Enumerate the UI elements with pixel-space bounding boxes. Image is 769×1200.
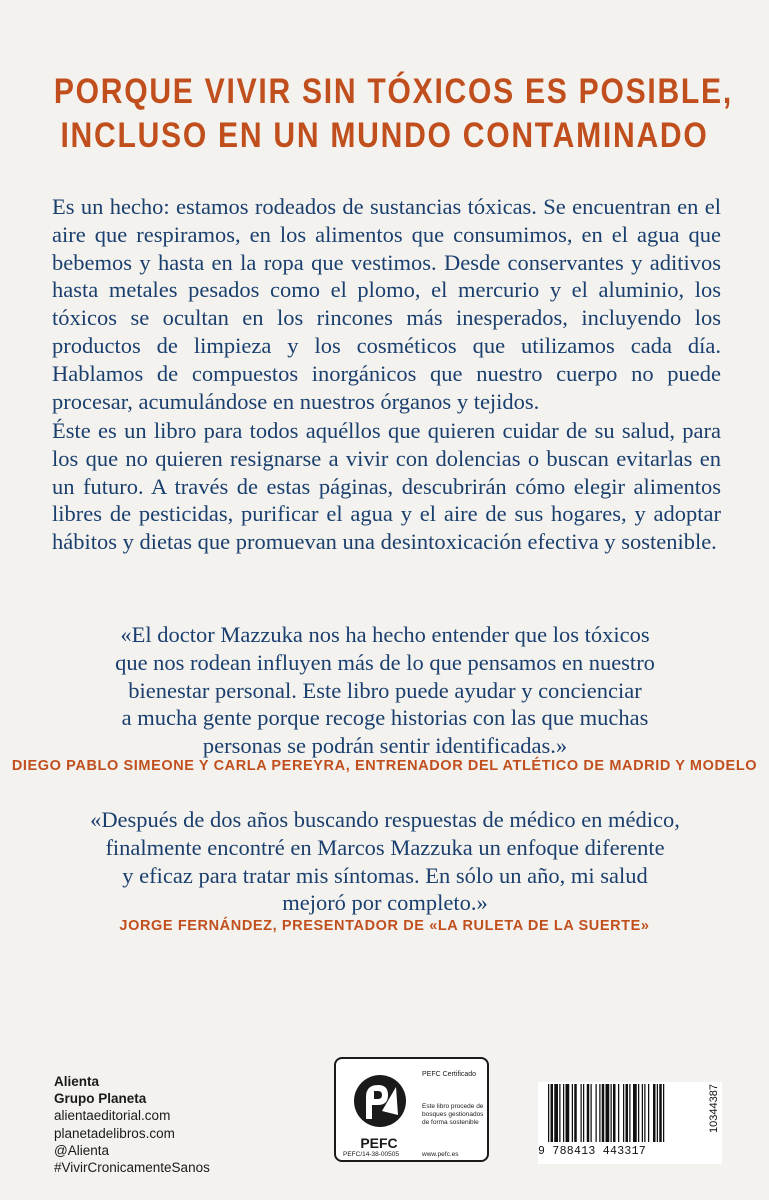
pefc-url: www.pefc.es <box>422 1151 459 1158</box>
publisher-website: alientaeditorial.com <box>54 1108 171 1124</box>
quote-line: mejoró por completo.» <box>282 890 488 916</box>
quote-attribution-2: JORGE FERNÁNDEZ, PRESENTADOR DE «LA RULETA DE LA SUERTE» <box>119 918 650 934</box>
pefc-certified-label: PEFC Certificado <box>422 1071 477 1078</box>
publisher-social-handle: @Alienta <box>54 1142 109 1158</box>
isbn-barcode <box>538 1082 722 1164</box>
barcode-bar <box>587 1084 590 1142</box>
barcode-bar <box>606 1084 610 1142</box>
blurb-quote-1 <box>60 621 710 760</box>
barcode-bar <box>648 1084 649 1142</box>
barcode-bar <box>613 1084 616 1142</box>
barcode-bar <box>659 1084 662 1142</box>
synopsis-paragraph-1: Es un hecho: estamos rodeados de sustancias tóxicas. Se encuentran en el aire que respiramos, en los alimentos que consumimos, en el agua que bebemos y hasta en la ropa que vestimos. Desde conservantes y aditivos hasta metales pesados como el plomo, el mercurio y el aluminio, los tóxicos se ocultan en los rincones más inesperados, incluyendo los productos de limpieza y los cosméticos que utilizamos cada día. Hablamos de compuestos inorgánicos que nuestro cuerpo no puede procesar, acumulándose en nuestros órganos y tejidos. <box>52 194 721 414</box>
barcode-bar <box>596 1084 597 1142</box>
barcode-bar <box>563 1084 564 1142</box>
barcode-bar <box>566 1084 570 1142</box>
barcode-bar <box>663 1084 664 1142</box>
barcode-bar <box>554 1084 558 1142</box>
publisher-group: Grupo Planeta <box>54 1091 147 1107</box>
publisher-info <box>54 1073 210 1176</box>
quote-attribution-1: DIEGO PABLO SIMEONE Y CARLA PEREYRA, ENTRENADOR DEL ATLÉTICO DE MADRID Y MODELO <box>11 758 758 774</box>
barcode-bar <box>591 1084 592 1142</box>
quote-line: bienestar personal. Este libro puede ayudar y concienciar <box>128 677 642 703</box>
barcode-bar <box>551 1084 554 1142</box>
barcode-bar <box>599 1084 600 1142</box>
publisher-website: planetadelibros.com <box>54 1125 175 1141</box>
blurb-quote-2 <box>60 806 710 917</box>
barcode-bar <box>574 1084 577 1142</box>
barcode-bar <box>581 1084 582 1142</box>
pefc-note: Este libro procede de bosques gestionados de forma sostenible <box>422 1103 484 1126</box>
pefc-logo-text: PEFC <box>360 1135 398 1151</box>
synopsis-paragraph-2: Éste es un libro para todos aquéllos que quieren cuidar de su salud, para los que no quieren resignarse a vivir con dolencias o buscan evitarlas en un futuro. A través de estas páginas, descubrirán cómo elegir alimentos libres de pesticidas, purificar el agua y el aire de sus hogares, y adoptar hábitos y dietas que promuevan una desintoxicación efectiva y sostenible. <box>52 418 721 555</box>
quote-line: que nos rodean influyen más de lo que pensamos en nuestro <box>115 649 655 675</box>
quote-line: «El doctor Mazzuka nos ha hecho entender que los tóxicos <box>120 622 650 647</box>
barcode-bar <box>638 1084 639 1142</box>
publisher-imprint: Alienta <box>54 1074 100 1089</box>
headline <box>53 70 733 158</box>
barcode-bar <box>623 1084 624 1142</box>
barcode-bar <box>633 1084 637 1142</box>
publisher-hashtag: #VivirCronicamenteSanos <box>54 1160 210 1176</box>
pefc-tree-icon <box>344 1071 416 1141</box>
quote-line: personas se podrán sentir identificadas.» <box>202 733 568 759</box>
barcode-bar <box>642 1084 643 1142</box>
headline-line-1: PORQUE VIVIR SIN TÓXICOS ES POSIBLE, <box>53 72 733 111</box>
barcode-bars <box>538 1082 704 1146</box>
barcode-digits: 9 788413 443317 <box>538 1145 647 1158</box>
quote-line: «Después de dos años buscando respuestas de médico en médico, <box>90 807 680 832</box>
barcode-bar <box>611 1084 612 1142</box>
quote-line: finalmente encontré en Marcos Mazzuka un enfoque diferente <box>105 834 665 860</box>
barcode-bar <box>629 1084 630 1142</box>
barcode-bar <box>602 1084 605 1142</box>
quote-line: y eficaz para tratar mis síntomas. En sólo un año, mi salud <box>122 862 648 888</box>
headline-line-2: INCLUSO EN UN MUNDO CONTAMINADO <box>60 116 709 155</box>
quote-line: a mucha gente porque recoge historias con las que muchas <box>121 705 649 731</box>
barcode-bar <box>626 1084 629 1142</box>
barcode-bar <box>548 1084 549 1142</box>
barcode-bar <box>657 1084 658 1142</box>
barcode-bar <box>572 1084 573 1142</box>
barcode-bar <box>618 1084 619 1142</box>
barcode-bar <box>559 1084 560 1142</box>
barcode-bar <box>644 1084 645 1142</box>
pefc-code: PEFC/14-38-00505 <box>343 1151 400 1158</box>
barcode-bar <box>653 1084 656 1142</box>
barcode-vertical-code: 10344387 <box>708 1084 720 1133</box>
pefc-certification-badge <box>334 1057 489 1162</box>
barcode-bar <box>583 1084 584 1142</box>
